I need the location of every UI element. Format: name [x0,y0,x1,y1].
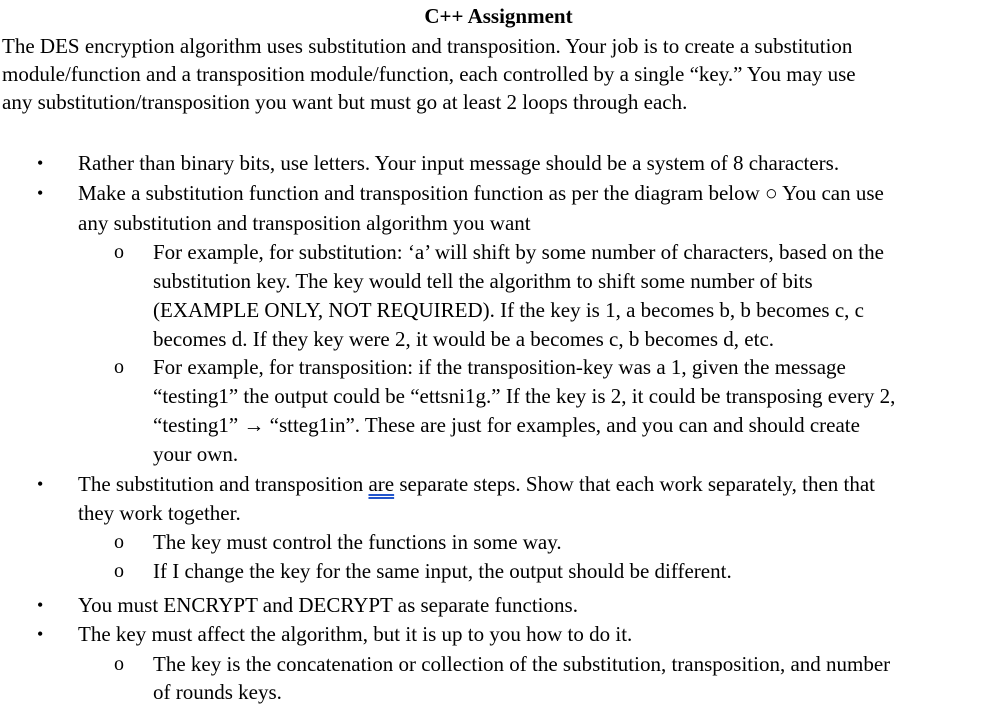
document-title: C++ Assignment [424,4,573,28]
sub-bullet-marker: o [114,653,124,675]
sub-bullet-marker: o [114,241,124,263]
key-change-item: If I change the key for the same input, the output should be different. [153,559,732,583]
separate-steps-text: separate steps. Show that each work separately, then that [394,472,876,496]
bullet-marker: • [37,183,44,203]
grammar-flagged-word: are [368,472,395,496]
bullet-marker: • [37,153,44,173]
intro-line: module/function and a transposition module/function, each controlled by a single “key.” You may use [2,62,856,86]
bullet-input-message: Rather than binary bits, use letters. Your input message should be a system of 8 characters. [78,151,840,175]
substitution-example-line: becomes d. If they key were 2, it would be a becomes c, b becomes d, etc. [153,327,775,351]
transposition-example-line: For example, for transposition: if the transposition-key was a 1, given the message [153,355,846,379]
intro-line: any substitution/transposition you want but must go at least 2 loops through each. [2,90,688,114]
bullet-functions-line: Make a substitution function and transposition function as per the diagram below ○ You can use [78,181,884,205]
substitution-example-line: substitution key. The key would tell the algorithm to shift some number of bits [153,269,813,293]
bullet-functions-line: any substitution and transposition algorithm you want [78,211,531,235]
key-control-item: The key must control the functions in some way. [153,530,562,554]
bullet-separate-steps-line2: they work together. [78,501,241,525]
substitution-example-line: For example, for substitution: ‘a’ will shift by some number of characters, based on the [153,240,884,264]
bullet-marker: • [37,474,44,494]
bullet-key-affects: The key must affect the algorithm, but it is up to you how to do it. [78,622,633,646]
sub-bullet-marker: o [114,531,124,553]
separate-steps-text: The substitution and transposition [78,472,369,496]
substitution-example-line: (EXAMPLE ONLY, NOT REQUIRED). If the key is 1, a becomes b, b becomes c, c [153,298,864,322]
transposition-example-line: “testing1” the output could be “ettsni1g.” If the key is 2, it could be transposing every 2, [153,384,896,408]
sub-bullet-marker: o [114,560,124,582]
transposition-example-line: your own. [153,442,239,466]
bullet-marker: • [37,624,44,644]
bullet-separate-steps [78,470,875,499]
key-concatenation-line: The key is the concatenation or collection of the substitution, transposition, and number [153,652,891,676]
bullet-encrypt-decrypt: You must ENCRYPT and DECRYPT as separate functions. [78,593,578,617]
bullet-marker: • [37,595,44,615]
intro-line: The DES encryption algorithm uses substitution and transposition. Your job is to create a substitution [2,34,853,58]
key-concatenation-line: of rounds keys. [153,680,282,704]
transposition-example-line: “testing1” → “stteg1in”. These are just for examples, and you can and should create [153,413,860,437]
sub-bullet-marker: o [114,356,124,378]
